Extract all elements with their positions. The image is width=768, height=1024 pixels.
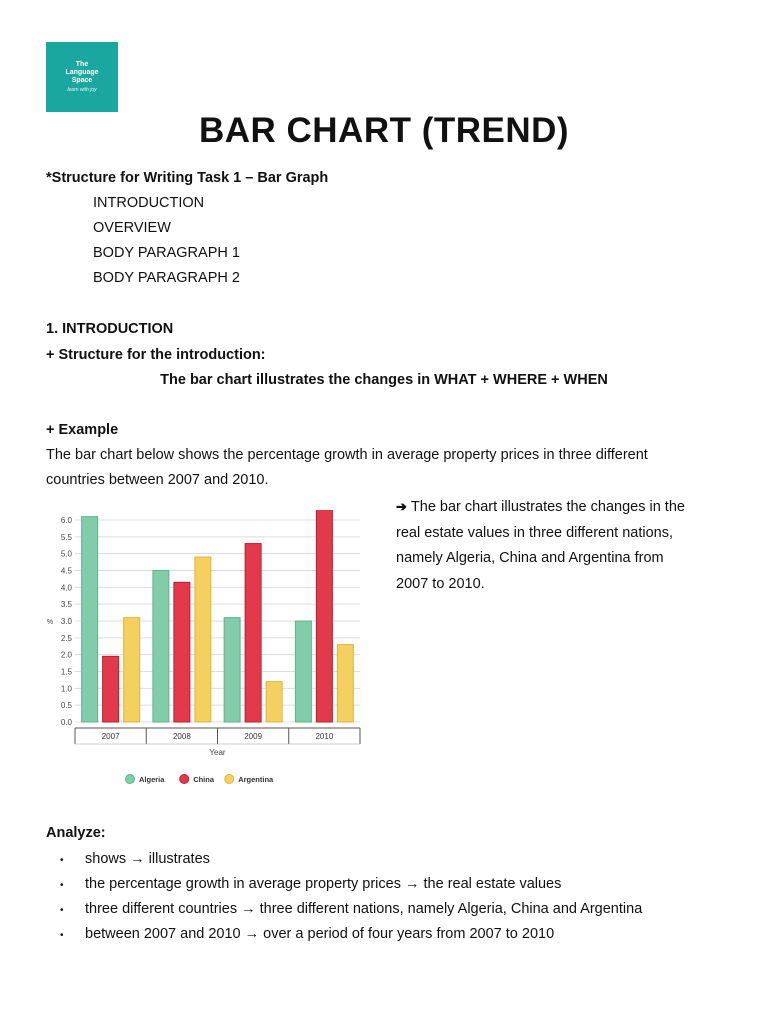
- legend-label-algeria: Algeria: [139, 775, 165, 784]
- bar-algeria-2009: [224, 618, 240, 722]
- legend-swatch-china: [180, 775, 189, 784]
- structure-item-body-1: BODY PARAGRAPH 1: [93, 245, 240, 261]
- example-label: + Example: [46, 422, 119, 438]
- y-tick-label: 6.0: [60, 516, 72, 525]
- y-tick-label: 1.0: [60, 684, 72, 694]
- bar-argentina-2010: [337, 645, 353, 722]
- x-tick-label: 2010: [315, 732, 334, 741]
- y-tick-label: 5.5: [60, 532, 72, 542]
- example-answer: [396, 494, 736, 597]
- analyze-item-4: [60, 925, 555, 945]
- bullet-icon: •: [60, 880, 64, 891]
- logo: [46, 42, 118, 112]
- bullet-icon: •: [60, 855, 64, 866]
- answer-line-4: 2007 to 2010.: [396, 575, 485, 592]
- y-tick-label: 2.0: [60, 650, 72, 660]
- bar-argentina-2008: [195, 557, 211, 722]
- arrow-right-icon: ➔: [396, 499, 407, 514]
- analyze-item-4-text: between 2007 and 2010 → over a period of four years from 2007 to 2010: [85, 926, 555, 942]
- y-tick-label: 0.5: [60, 701, 72, 711]
- example-line-2: countries between 2007 and 2010.: [46, 472, 269, 488]
- analyze-item-1-text: shows → illustrates: [85, 851, 210, 867]
- bar-chart: [40, 510, 370, 795]
- y-tick-label: 3.5: [60, 600, 72, 610]
- y-tick-label: 5.0: [60, 549, 72, 559]
- analyze-item-2-text: the percentage growth in average property prices → the real estate values: [85, 876, 562, 892]
- bar-algeria-2007: [82, 517, 98, 722]
- bar-algeria-2008: [153, 571, 169, 723]
- y-tick-label: 4.0: [60, 583, 72, 593]
- bullet-icon: •: [60, 905, 64, 916]
- x-tick-label: 2009: [244, 732, 263, 741]
- bar-china-2010: [316, 510, 332, 722]
- legend-label-china: China: [193, 775, 215, 784]
- analyze-item-3-text: three different countries → three different nations, namely Algeria, China and Argentina: [85, 901, 643, 917]
- y-tick-label: 3.0: [60, 617, 72, 626]
- y-tick-label: 0.0: [60, 718, 72, 727]
- bullet-icon: •: [60, 930, 64, 941]
- structure-item-overview: OVERVIEW: [93, 220, 171, 236]
- example-line-1: The bar chart below shows the percentage growth in average property prices in three different: [46, 447, 648, 463]
- answer-line-3: namely Algeria, China and Argentina from: [396, 550, 664, 566]
- analyze-item-2: [60, 875, 562, 895]
- x-tick-label: 2008: [172, 732, 191, 741]
- logo-line-1: The: [75, 61, 89, 68]
- structure-item-body-2: BODY PARAGRAPH 2: [93, 270, 240, 286]
- structure-item-introduction: INTRODUCTION: [93, 195, 205, 211]
- intro-formula: The bar chart illustrates the changes in WHAT + WHERE + WHEN: [160, 372, 608, 388]
- bar-china-2008: [174, 582, 190, 722]
- x-axis-label: Year: [209, 748, 226, 757]
- y-tick-label: 1.5: [60, 667, 72, 677]
- x-tick-label: 2007: [101, 732, 120, 741]
- bar-argentina-2009: [266, 682, 282, 722]
- structure-heading: *Structure for Writing Task 1 – Bar Graph: [46, 170, 329, 186]
- bar-china-2009: [245, 544, 261, 722]
- legend-swatch-algeria: [126, 775, 135, 784]
- page-title: BAR CHART (TREND): [198, 111, 570, 150]
- intro-heading: 1. INTRODUCTION: [46, 321, 174, 337]
- logo-line-3: Space: [71, 77, 93, 84]
- intro-structure-label: + Structure for the introduction:: [46, 347, 266, 363]
- logo-tagline: learn with joy: [67, 87, 97, 93]
- answer-line-1: The bar chart illustrates the changes in the: [410, 499, 685, 515]
- bar-argentina-2007: [124, 618, 140, 722]
- bar-china-2007: [103, 656, 119, 722]
- answer-line-2: real estate values in three different nations,: [396, 524, 674, 541]
- analyze-heading: Analyze:: [46, 825, 106, 841]
- analyze-item-1: [60, 850, 210, 870]
- legend-swatch-argentina: [225, 775, 234, 784]
- analyze-item-3: [60, 900, 643, 920]
- legend-label-argentina: Argentina: [238, 775, 274, 784]
- y-tick-label: 2.5: [60, 633, 72, 643]
- y-tick-label: 4.5: [60, 566, 72, 576]
- bar-algeria-2010: [295, 621, 311, 722]
- logo-line-2: Language: [65, 69, 99, 76]
- y-axis-label: %: [46, 619, 54, 626]
